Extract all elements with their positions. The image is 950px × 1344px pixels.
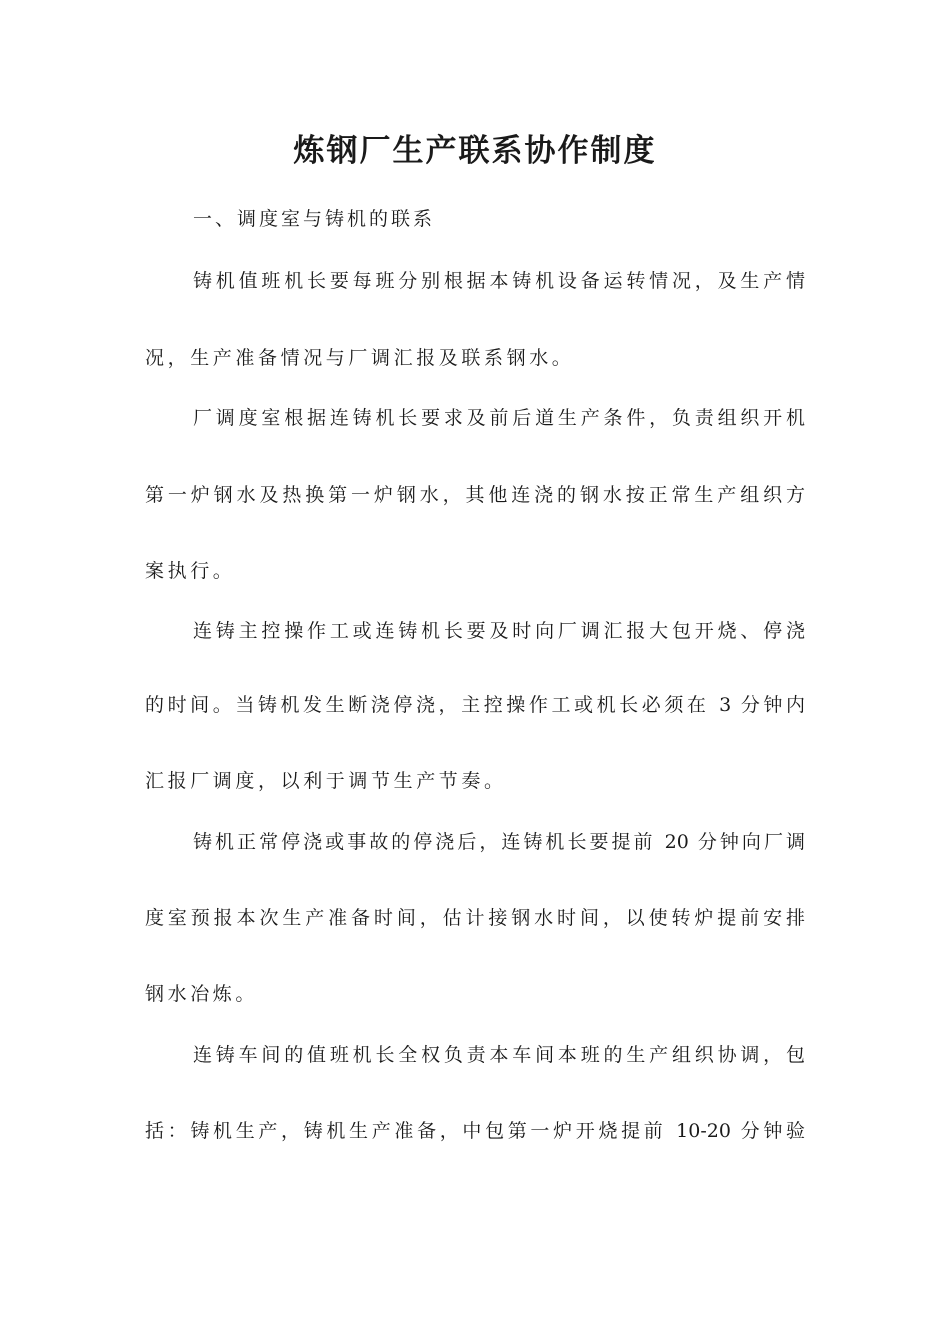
paragraph-line: 度室预报本次生产准备时间，估计接钢水时间，以使转炉提前安排 [145,907,805,929]
paragraph-line: 汇报厂调度，以利于调节生产节奏。 [145,770,507,792]
paragraph-line: 铸机正常停浇或事故的停浇后，连铸机长要提前 20 分钟向厂调 [193,831,805,853]
paragraph-line: 括：铸机生产，铸机生产准备，中包第一炉开烧提前 10-20 分钟验 [145,1120,805,1142]
paragraph-line: 连铸车间的值班机长全权负责本车间本班的生产组织协调，包 [193,1044,805,1066]
paragraph-line: 厂调度室根据连铸机长要求及前后道生产条件，负责组织开机 [193,407,805,429]
paragraph-line: 第一炉钢水及热换第一炉钢水，其他连浇的钢水按正常生产组织方 [145,484,805,506]
paragraph-line: 铸机值班机长要每班分别根据本铸机设备运转情况，及生产情 [193,270,805,292]
paragraph-line: 连铸主控操作工或连铸机长要及时向厂调汇报大包开烧、停浇 [193,620,805,642]
paragraph-line: 况，生产准备情况与厂调汇报及联系钢水。 [145,347,575,369]
paragraph-line: 钢水冶炼。 [145,983,259,1005]
document-title: 炼钢厂生产联系协作制度 [293,133,657,169]
section-heading: 一、调度室与铸机的联系 [193,208,436,230]
paragraph-line: 的时间。当铸机发生断浇停浇，主控操作工或机长必须在 3 分钟内 [145,694,805,716]
paragraph-line: 案执行。 [145,560,236,582]
